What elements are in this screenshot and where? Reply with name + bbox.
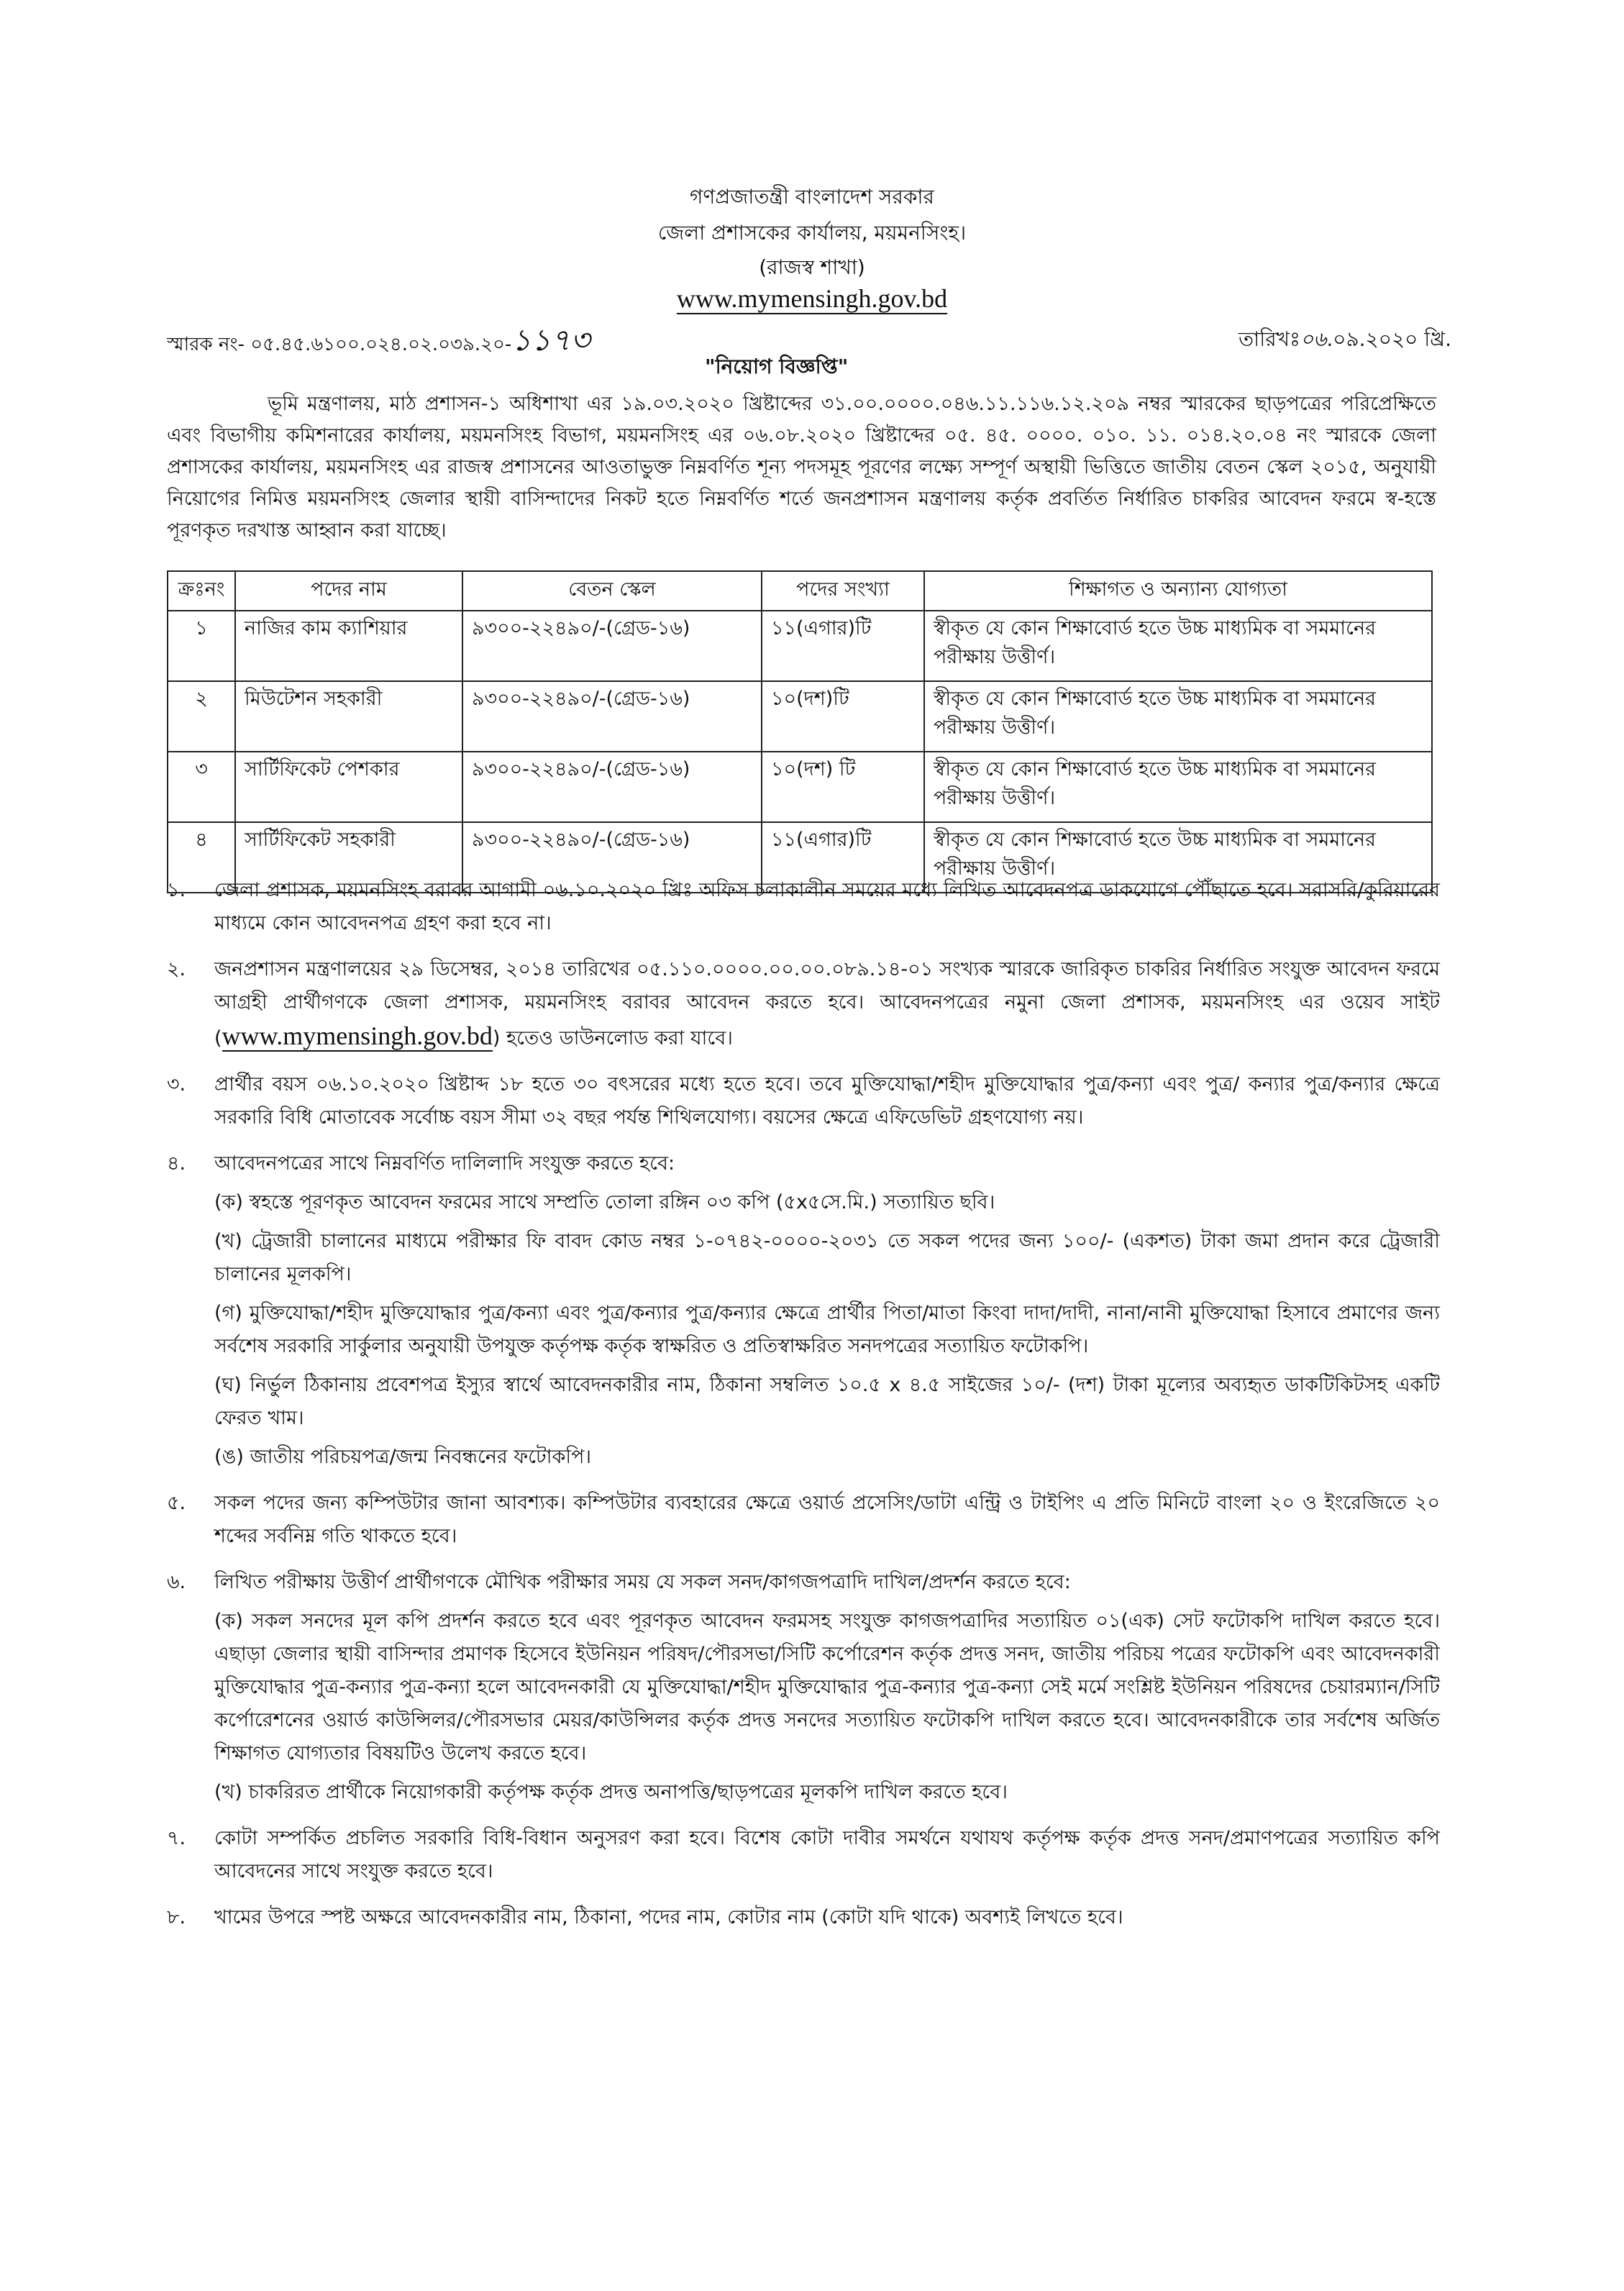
condition-4 — [167, 1147, 1440, 1474]
issue-date — [1238, 324, 1451, 357]
date-handwritten-day: ০৬ — [1300, 327, 1327, 351]
header-serial: ক্রঃনং — [168, 571, 235, 611]
cell-qualification: স্বীকৃত যে কোন শিক্ষাবোর্ড হতে উচ্চ মাধ্যমিক বা সমমানের পরীক্ষায় উত্তীর্ণ। — [924, 611, 1432, 681]
cell-serial: ৪ — [168, 822, 235, 893]
posts-table — [167, 570, 1433, 893]
table-row — [168, 611, 1432, 681]
condition-text: প্রার্থীর বয়স ০৬.১০.২০২০ খ্রিষ্টাব্দ ১৮ হতে ৩০ বৎসরের মধ্যে হতে হবে। তবে মুক্তিযোদ্ধা/শহীদ মুক্তিযোদ্ধার পুত্র/কন্যা এবং পুত্র/ কন্যার পুত্র/কন্যার ক্ষেত্রে সরকারি বিধি মোতাবেক সর্বোচ্চ বয়স সীমা ৩২ বছর পর্যন্ত শিথিলযোগ্য। বয়সের ক্ষেত্রে এফিডেভিট গ্রহণযোগ্য নয়। — [214, 1073, 1440, 1129]
condition-number: ৬. — [167, 1571, 186, 1593]
condition-6-kha: (খ) চাকরিরত প্রার্থীকে নিয়োগকারী কর্তৃপক্ষ কর্তৃক প্রদত্ত অনাপত্তি/ছাড়পত্রের মূলকপি দাখিল করতে হবে। — [214, 1781, 1008, 1803]
condition-7 — [167, 1822, 1440, 1888]
download-link[interactable]: www.mymensingh.gov.bd — [222, 1021, 493, 1050]
condition-6 — [167, 1566, 1440, 1809]
cell-pay-scale: ৯৩০০-২২৪৯০/-(গ্রেড-১৬) — [462, 681, 762, 752]
condition-text: জেলা প্রশাসক, ময়মনসিংহ বরাবর আগামী ০৬.১০.২০২০ খ্রিঃ অফিস চলাকালীন সময়ের মধ্যে লিখিত আবেদনপত্র ডাকযোগে পৌঁছাতে হবে। সরাসরি/কুরিয়ারের মাধ্যমে কোন আবেদনপত্র গ্রহণ করা হবে না। — [214, 879, 1440, 934]
condition-number: ৩. — [167, 1073, 186, 1096]
condition-4-uma: (ঙ) জাতীয় পরিচয়পত্র/জন্ম নিবন্ধনের ফটোকপি। — [214, 1446, 592, 1468]
condition-6-ka: (ক) সকল সনদের মূল কপি প্রদর্শন করতে হবে এবং পূরণকৃত আবেদন ফরমসহ সংযুক্ত কাগজপত্রাদির সত্যায়িত ০১(এক) সেট ফটোকপি দাখিল করতে হবে। এছাড়া জেলার স্থায়ী বাসিন্দার প্রমাণক হিসেবে ইউনিয়ন পরিষদ/পৌরসভা/সিটি কর্পোরেশন কর্তৃক প্রদত্ত সনদ, জাতীয় পরিচয় পত্রের ফটোকপি এবং আবেদনকারী মুক্তিযোদ্ধার পুত্র-কন্যার পুত্র-কন্যা হলে আবেদনকারী যে মুক্তিযোদ্ধা/শহীদ মুক্তিযোদ্ধার পুত্র-কন্যার পুত্র-কন্যা সেই মর্মে সংশ্লিষ্ট ইউনিয়ন পরিষদের চেয়ারম্যান/সিটি কর্পোরেশনের ওয়ার্ড কাউন্সিলর/পৌরসভার মেয়র/কাউন্সিলর কর্তৃক প্রদত্ত সনদের সত্যায়িত ফটোকপি দাখিল করতে হবে। আবেদনকারীকে তার সর্বশেষ অর্জিত শিক্ষাগত যোগ্যতার বিষয়টিও উলেখ করতে হবে। — [214, 1610, 1440, 1764]
cell-post-count: ১১(এগার)টি — [762, 611, 924, 681]
branch-name: (রাজস্ব শাখা) — [759, 255, 865, 279]
condition-1 — [167, 874, 1440, 940]
condition-4-kha: (খ) ট্রেজারী চালানের মাধ্যমে পরীক্ষার ফি বাবদ কোড নম্বর ১-০৭৪২-০০০০-২০৩১ তে সকল পদের জন্য ১০০/- (একশত) টাকা জমা প্রদান করে ট্রেজারী চালানের মূলকপি। — [214, 1230, 1440, 1285]
condition-text: আবেদনপত্রের সাথে নিম্নবর্ণিত দালিলাদি সংযুক্ত করতে হবে: — [214, 1152, 675, 1175]
cell-qualification: স্বীকৃত যে কোন শিক্ষাবোর্ড হতে উচ্চ মাধ্যমিক বা সমমানের পরীক্ষায় উত্তীর্ণ। — [924, 752, 1432, 822]
condition-number: ১. — [167, 879, 186, 901]
cell-qualification: স্বীকৃত যে কোন শিক্ষাবোর্ড হতে উচ্চ মাধ্যমিক বা সমমানের পরীক্ষায় উত্তীর্ণ। — [924, 681, 1432, 752]
condition-text: জনপ্রশাসন মন্ত্রণালয়ের ২৯ ডিসেম্বর, ২০১৪ তারিখের ০৫.১১০.০০০০.০০.০০.০৮৯.১৪-০১ সংখ্যক স্মারকে জারিকৃত চাকরির নির্ধারিত সংযুক্ত আবেদন ফরমে আগ্রহী প্রার্থীগণকে জেলা প্রশাসক, ময়মনসিংহ বরাবর আবেদন করতে হবে। আবেদনপত্রের নমুনা জেলা প্রশাসক, ময়মনসিংহ এর ওয়েব সাইট ( — [214, 958, 1440, 1049]
office-name: জেলা প্রশাসকের কার্যালয়, ময়মনসিংহ। — [657, 221, 967, 245]
condition-number: ৮. — [167, 1906, 186, 1928]
govt-name: গণপ্রজাতন্ত্রী বাংলাদেশ সরকার — [690, 185, 934, 209]
cell-post-count: ১০(দশ)টি — [762, 681, 924, 752]
condition-4-ga: (গ) মুক্তিযোদ্ধা/শহীদ মুক্তিযোদ্ধার পুত্র/কন্যা এবং পুত্র/কন্যার পুত্র/কন্যার ক্ষেত্রে প্রার্থীর পিতা/মাতা কিংবা দাদা/দাদী, নানা/নানী মুক্তিযোদ্ধা হিসাবে প্রমাণের জন্য সর্বশেষ সরকারি সার্কুলার অনুযায়ী উপযুক্ত কর্তৃপক্ষ কর্তৃক স্বাক্ষরিত ও প্রতিস্বাক্ষরিত সনদপত্রের সত্যায়িত ফটোকপি। — [214, 1302, 1440, 1357]
cell-pay-scale: ৯৩০০-২২৪৯০/-(গ্রেড-১৬) — [462, 752, 762, 822]
condition-text: সকল পদের জন্য কম্পিউটার জানা আবশ্যক। কম্পিউটার ব্যবহারের ক্ষেত্রে ওয়ার্ড প্রসেসিং/ডাটা এন্ট্রি ও টাইপিং এ প্রতি মিনিটে বাংলা ২০ ও ইংরেজিতে ২০ শব্দের সর্বনিম্ন গতি থাকতে হবে। — [214, 1492, 1440, 1547]
header-post-name: পদের নাম — [235, 571, 462, 611]
condition-8 — [167, 1901, 1440, 1934]
cell-pay-scale: ৯৩০০-২২৪৯০/-(গ্রেড-১৬) — [462, 611, 762, 681]
cell-pay-scale: ৯৩০০-২২৪৯০/-(গ্রেড-১৬) — [462, 822, 762, 893]
header-qualification: শিক্ষাগত ও অন্যান্য যোগ্যতা — [924, 571, 1432, 611]
website-link[interactable]: www.mymensingh.gov.bd — [676, 284, 948, 313]
condition-number: ৭. — [167, 1827, 186, 1849]
condition-5 — [167, 1487, 1440, 1553]
memo-number — [167, 316, 590, 368]
memo-label: স্মারক নং- ০৫.৪৫.৬১০০.০২৪.০২.০৩৯.২০- — [167, 334, 512, 355]
memo-handwritten-number: ১১৭৩ — [511, 322, 590, 357]
header-pay-scale: বেতন স্কেল — [462, 571, 762, 611]
intro-paragraph: ভূমি মন্ত্রণালয়, মাঠ প্রশাসন-১ অধিশাখা এর ১৯.০৩.২০২০ খ্রিষ্টাব্দের ৩১.০০.০০০০.০৪৬.১১.১১৬.১২.২০৯ নম্বর স্মারকের ছাড়পত্রের পরিপ্রেক্ষিতে এবং বিভাগীয় কমিশনারের কার্যালয়, ময়মনসিংহ বিভাগ, ময়মনসিংহ এর ০৬.০৮.২০২০ খ্রিষ্টাব্দের ০৫. ৪৫. ০০০০. ০১০. ১১. ০১৪.২০.০৪ নং স্মারকে জেলা প্রশাসকের কার্যালয়, ময়মনসিংহ এর রাজস্ব প্রশাসনের আওতাভুক্ত নিম্নবর্ণিত শূন্য পদসমূহ পূরণের লক্ষ্যে সম্পূর্ণ অস্থায়ী ভিত্তিতে জাতীয় বেতন স্কেল ২০১৫, অনুযায়ী নিয়োগের নিমিত্ত ময়মনসিংহ জেলার স্থায়ী বাসিন্দাদের নিকট হতে নিম্নবর্ণিত শর্তে জনপ্রশাসন মন্ত্রণালয় কর্তৃক প্রবর্তিত নির্ধারিত চাকরির আবেদন ফরমে স্ব-হস্তে পূরণকৃত দরখাস্ত আহ্বান করা যাচ্ছে। — [167, 393, 1436, 542]
header-post-count: পদের সংখ্যা — [762, 571, 924, 611]
cell-post-name: সার্টিফিকেট পেশকার — [235, 752, 462, 822]
condition-2 — [167, 953, 1440, 1055]
cell-serial: ৩ — [168, 752, 235, 822]
cell-serial: ১ — [168, 611, 235, 681]
condition-3 — [167, 1068, 1440, 1134]
cell-post-name: নাজির কাম ক্যাশিয়ার — [235, 611, 462, 681]
cell-post-count: ১১(এগার)টি — [762, 822, 924, 893]
cell-serial: ২ — [168, 681, 235, 752]
condition-number: ২. — [167, 958, 186, 980]
condition-number: ৪. — [167, 1152, 186, 1175]
cell-post-name: সার্টিফিকেট সহকারী — [235, 822, 462, 893]
cell-post-name: মিউটেশন সহকারী — [235, 681, 462, 752]
condition-text: কোটা সম্পর্কিত প্রচলিত সরকারি বিধি-বিধান অনুসরণ করা হবে। বিশেষ কোটা দাবীর সমর্থনে যথাযথ কর্তৃপক্ষ কর্তৃক প্রদত্ত সনদ/প্রমাণপত্রের সত্যায়িত কপি আবেদনের সাথে সংযুক্ত করতে হবে। — [214, 1827, 1440, 1882]
condition-text: খামের উপরে স্পষ্ট অক্ষরে আবেদনকারীর নাম, ঠিকানা, পদের নাম, কোটার নাম (কোটা যদি থাকে) অবশ্যই লিখতে হবে। — [214, 1906, 1123, 1928]
condition-text: লিখিত পরীক্ষায় উত্তীর্ণ প্রার্থীগণকে মৌখিক পরীক্ষার সময় যে সকল সনদ/কাগজপত্রাদি দাখিল/প্রদর্শন করতে হবে: — [214, 1571, 1071, 1593]
table-header-row — [168, 571, 1432, 611]
date-rest: .০৯.২০২০ খ্রি. — [1326, 327, 1451, 351]
condition-number: ৫. — [167, 1492, 186, 1514]
cell-post-count: ১০(দশ) টি — [762, 752, 924, 822]
table-row — [168, 752, 1432, 822]
condition-4-ka: (ক) স্বহস্তে পূরণকৃত আবেদন ফরমের সাথে সম্প্রতি তোলা রঙ্গিন ০৩ কপি (৫x৫সে.মি.) সত্যায়িত ছবি। — [214, 1191, 995, 1213]
table-row — [168, 681, 1432, 752]
website-header — [0, 283, 1624, 314]
conditions-list — [167, 874, 1440, 1947]
cell-qualification: স্বীকৃত যে কোন শিক্ষাবোর্ড হতে উচ্চ মাধ্যমিক বা সমমানের পরীক্ষায় উত্তীর্ণ। — [924, 822, 1432, 893]
notice-title: "নিয়োগ বিজ্ঞপ্তি" — [705, 355, 849, 378]
date-label: তারিখঃ — [1238, 327, 1300, 351]
condition-text-tail: ) হতেও ডাউনলোড করা যাবে। — [492, 1027, 733, 1049]
condition-4-gha: (ঘ) নির্ভুল ঠিকানায় প্রবেশপত্র ইস্যুর স্বার্থে আবেদনকারীর নাম, ঠিকানা সম্বলিত ১০.৫ x ৪.৫ সাইজের ১০/- (দশ) টাকা মূল্যের অব্যহৃত ডাকটিকিটসহ একটি ফেরত খাম। — [214, 1374, 1440, 1429]
